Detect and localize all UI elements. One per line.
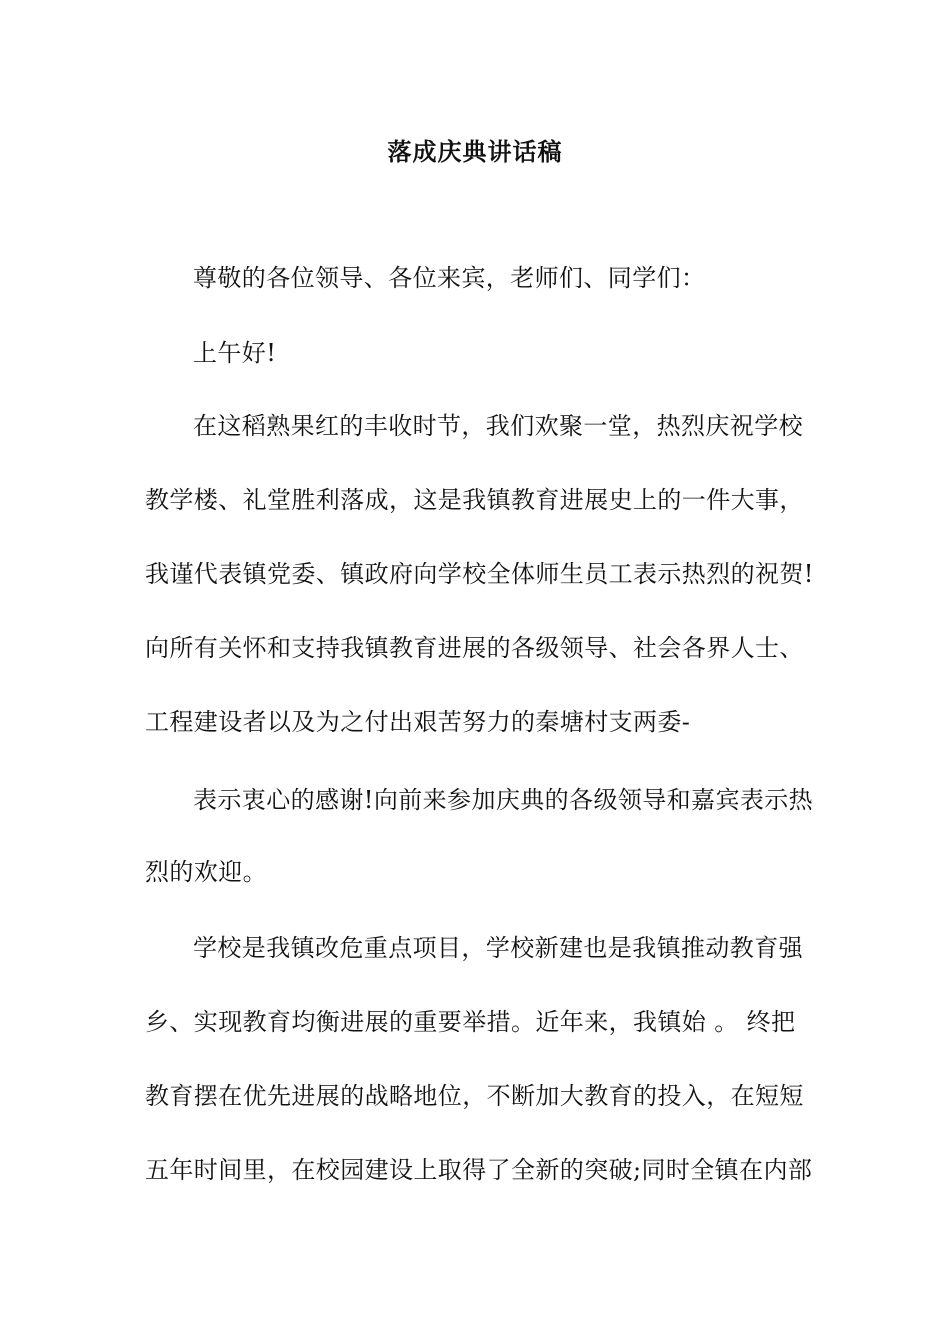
paragraph-line: 教育摆在优先进展的战略地位，不断加大教育的投入，在短短 — [145, 1082, 804, 1110]
paragraph-line: 教学楼、礼堂胜利落成，这是我镇教育进展史上的一件大事， — [145, 486, 804, 514]
paragraph-line: 我谨代表镇党委、镇政府向学校全体师生员工表示热烈的祝贺! — [145, 560, 814, 588]
paragraph-line: 表示衷心的感谢!向前来参加庆典的各级领导和嘉宾表示热 — [193, 786, 814, 814]
paragraph-line: 乡、实现教育均衡进展的重要举措。近年来，我镇始 。 终把 — [145, 1008, 796, 1036]
paragraph-line: 工程建设者以及为之付出艰苦努力的秦塘村支两委- — [145, 708, 691, 736]
paragraph-line: 向所有关怀和支持我镇教育进展的各级领导、社会各界人士、 — [145, 634, 804, 662]
salutation-line: 尊敬的各位领导、各位来宾，老师们、同学们： — [193, 264, 706, 292]
paragraph-line: 五年时间里，在校园建设上取得了全新的突破;同时全镇在内部 — [145, 1156, 813, 1184]
greeting-line: 上午好! — [193, 339, 277, 367]
paragraph-line: 学校是我镇改危重点项目，学校新建也是我镇推动教育强 — [193, 934, 803, 962]
paragraph-line: 烈的欢迎。 — [145, 858, 267, 886]
paragraph-line: 在这稻熟果红的丰收时节，我们欢聚一堂，热烈庆祝学校 — [193, 412, 803, 440]
document-title: 落成庆典讲话稿 — [387, 137, 563, 166]
